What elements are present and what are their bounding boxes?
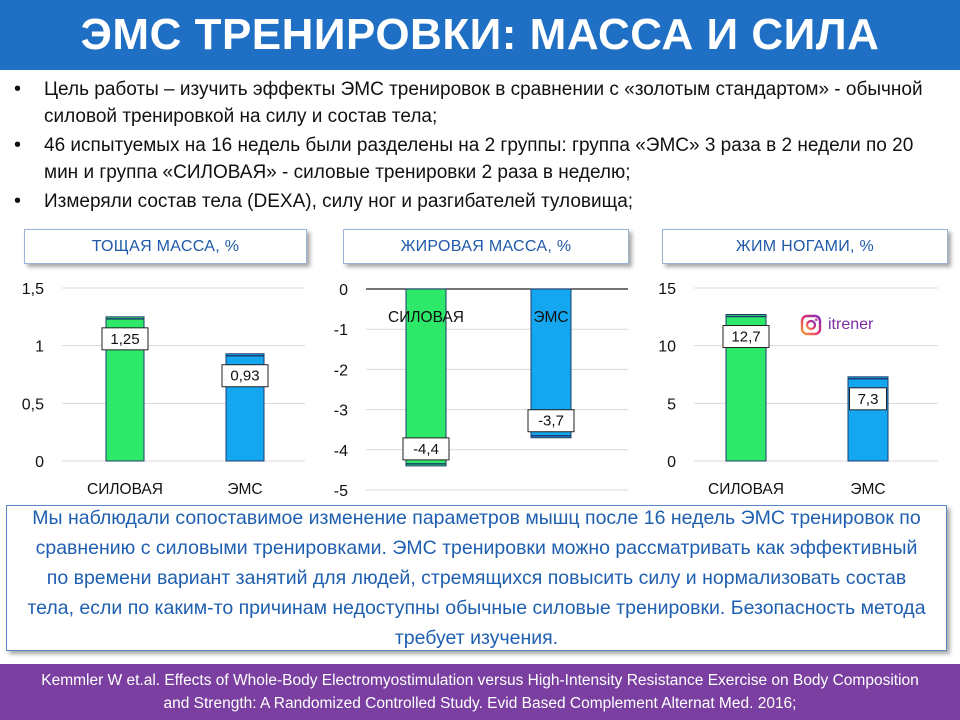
y-tick-label: 0	[35, 454, 44, 471]
data-label: -3,7	[538, 412, 564, 430]
bullet-item	[12, 132, 952, 186]
category-label: ЭМС	[850, 481, 886, 498]
watermark-text: itrener	[828, 316, 874, 333]
fat-mass-chart	[318, 272, 638, 504]
bullet-item	[12, 76, 952, 130]
data-label: 7,3	[857, 390, 879, 408]
bullet-item	[12, 188, 952, 215]
data-label: 1,25	[110, 330, 140, 348]
category-label: ЭМС	[227, 481, 263, 498]
citation-footer	[0, 664, 960, 720]
bullet-text: Измеряли состав тела (DEXA), силу ног и разгибателей туловища;	[44, 191, 634, 212]
y-tick-label: -5	[333, 483, 348, 500]
y-tick-label: -1	[333, 322, 348, 340]
conclusion-box	[6, 505, 947, 651]
y-tick-label: -3	[333, 402, 348, 420]
category-label: СИЛОВАЯ	[388, 309, 464, 326]
y-tick-label: 0	[339, 282, 348, 299]
y-tick-label: 0	[667, 454, 676, 471]
bullet-marker: •	[14, 78, 22, 100]
y-tick-label: 0,5	[21, 396, 44, 414]
leg-press-chart	[638, 272, 954, 504]
y-tick-label: 5	[667, 396, 676, 414]
bullet-list	[12, 76, 952, 217]
category-label: СИЛОВАЯ	[708, 481, 784, 498]
citation-text: Kemmler W et.al. Effects of Whole-Body Electromyostimulation versus High-Intensity Resistance Exercise on Body Composition and Strength: A Randomized Controlled Study. Evid Based Complement Alternat Med. 2016;	[41, 672, 919, 712]
category-label: СИЛОВАЯ	[87, 481, 163, 498]
y-tick-label: 1	[35, 338, 44, 356]
y-tick-label: -4	[333, 442, 348, 460]
chart-title-lean-mass: ТОЩАЯ МАССА, %	[24, 229, 307, 264]
page-title: ЭМС ТРЕНИРОВКИ: МАССА И СИЛА	[80, 10, 880, 59]
chart-title-fat-mass: ЖИРОВАЯ МАССА, %	[343, 229, 629, 264]
y-tick-label: 10	[658, 338, 676, 356]
data-label: -4,4	[413, 440, 439, 458]
category-label: ЭМС	[533, 309, 569, 326]
data-label: 0,93	[230, 367, 260, 385]
y-tick-label: 1,5	[21, 281, 44, 298]
bullet-marker: •	[14, 190, 22, 212]
conclusion-text: Мы наблюдали сопоставимое изменение параметров мышц после 16 недель ЭМС тренировок по сравнению с силовыми тренировками. ЭМС тренировки можно рассматривать как эффективный по времени вариант занятий для людей, стремящихся повысить силу и нормализовать состав тела, если по каким-то причинам недоступны обычные силовые тренировки. Безопасность метода требует изучения.	[27, 507, 926, 649]
bullet-text: 46 испытуемых на 16 недель были разделены на 2 группы: группа «ЭМС» 3 раза в 2 недели по 20 мин и группа «СИЛОВАЯ» - силовые тренировки 2 раза в неделю;	[44, 135, 914, 183]
y-tick-label: 15	[658, 281, 676, 298]
data-label: 12,7	[731, 328, 761, 346]
watermark	[800, 314, 873, 336]
chart-title-leg-press: ЖИМ НОГАМИ, %	[662, 229, 948, 264]
instagram-icon	[800, 314, 822, 336]
lean-mass-chart	[0, 272, 315, 504]
bullet-marker: •	[14, 134, 22, 156]
header-bar	[0, 0, 960, 70]
y-tick-label: -2	[333, 362, 348, 380]
bullet-text: Цель работы – изучить эффекты ЭМС тренировок в сравнении с «золотым стандартом» - обычной силовой тренировкой на силу и состав тела;	[44, 79, 923, 127]
